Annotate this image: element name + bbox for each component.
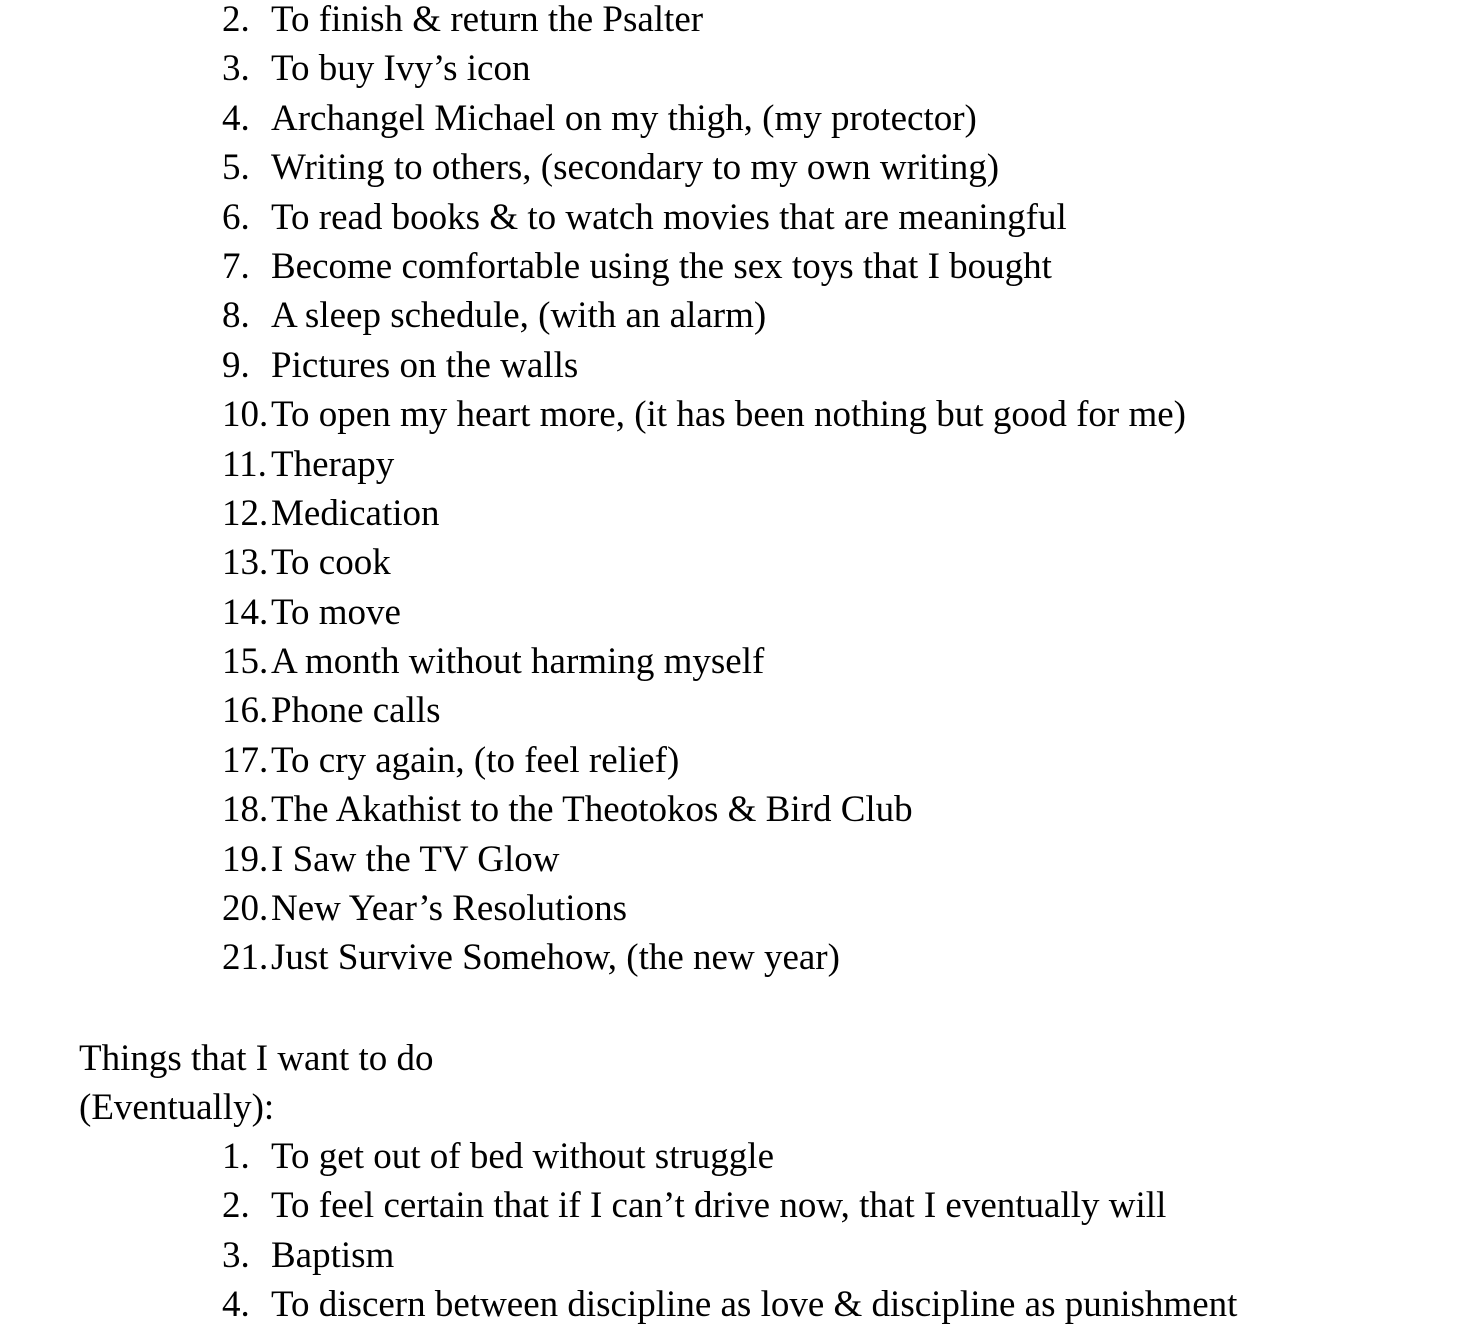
list-item-number: 1. [222,1136,250,1177]
list-item-text: To open my heart more, (it has been nothing but good for me) [271,394,1186,436]
list-item-number: 5. [222,147,250,189]
list-item-number: 19. [222,838,269,880]
list-item-text: To cook [271,542,391,584]
list-item-number: 3. [222,48,250,90]
list-item-number: 9. [222,344,250,386]
list-item-number: 20. [222,888,269,930]
list-item-number: 13. [222,542,269,584]
list-item-text: To move [271,591,401,633]
list-item-number: 15. [222,641,269,683]
list-item-text: Pictures on the walls [271,344,579,386]
list-item-number: 6. [222,196,250,238]
list-item-number: 7. [222,245,250,287]
list-item-text: Baptism [271,1234,395,1276]
list-item-text: A month without harming myself [271,641,765,683]
list-item-number: 2. [222,1185,250,1227]
list-item-number: 21. [222,937,269,979]
list-item-text: Writing to others, (secondary to my own writing) [271,147,1000,189]
list-item-number: 4. [222,1284,250,1326]
list-item-number: 8. [222,295,250,337]
list-item-text: To finish & return the Psalter [271,0,704,40]
list-item-number: 2. [222,0,250,40]
list-item-number: 18. [222,789,269,831]
list-item-text: Just Survive Somehow, (the new year) [271,937,840,979]
list-item-number: 11. [222,443,267,485]
section-heading-line-2: (Eventually): [79,1087,275,1128]
list-item-text: Medication [271,492,440,534]
list-item-text: To get out of bed without struggle [271,1136,775,1177]
list-item-text: Archangel Michael on my thigh, (my protector) [271,97,977,139]
list-item-text: To discern between discipline as love & discipline as punishment [271,1284,1238,1326]
list-item-number: 16. [222,690,269,732]
list-item-number: 17. [222,739,269,781]
list-item-number: 10. [222,394,269,436]
section-heading-line-1: Things that I want to do [79,1038,434,1079]
list-item-text: To cry again, (to feel relief) [271,739,680,781]
list-item-text: To buy Ivy’s icon [271,48,531,90]
list-item-number: 3. [222,1234,250,1276]
list-item-text: The Akathist to the Theotokos & Bird Club [271,789,913,831]
list-item-text: I Saw the TV Glow [271,838,560,880]
list-item-number: 14. [222,591,269,633]
list-item-text: To feel certain that if I can’t drive now, that I eventually will [271,1185,1167,1227]
list-item-text: Become comfortable using the sex toys that I bought [271,245,1052,287]
list-item-number: 4. [222,97,250,139]
list-item-text: Therapy [271,443,395,485]
list-item-text: New Year’s Resolutions [271,888,627,930]
list-item-text: Phone calls [271,690,441,732]
list-item-text: To read books & to watch movies that are meaningful [271,196,1067,238]
list-item-number: 12. [222,492,269,534]
list-item-text: A sleep schedule, (with an alarm) [271,295,767,337]
